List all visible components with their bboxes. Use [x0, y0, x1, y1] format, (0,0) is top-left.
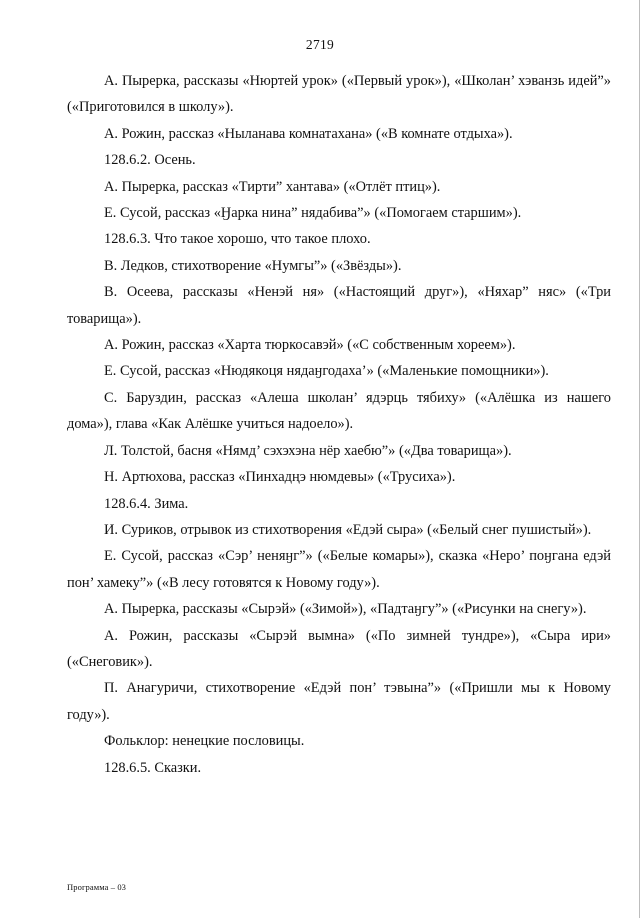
page-number: 2719: [305, 37, 335, 52]
paragraph: А. Пырерка, рассказ «Тирти” хантава» («Отлёт птиц»).: [104, 178, 441, 195]
paragraph: В. Осеева, рассказы «Ненэй ня» («Настоящий друг»), «Няхар” няс» («Три товарища»).: [67, 284, 611, 327]
paragraph: Н. Артюхова, рассказ «Пинхадңэ нюмдевы» («Трусиха»).: [104, 469, 456, 486]
section-heading: 128.6.2. Осень.: [104, 152, 196, 169]
section-heading: 128.6.3. Что такое хорошо, что такое плохо.: [104, 231, 371, 248]
paragraph: П. Анагуричи, стихотворение «Едэй пон’ тэвына”» («Пришли мы к Новому году»).: [67, 680, 611, 723]
paragraph: И. Суриков, отрывок из стихотворения «Едэй сыра» («Белый снег пушистый»).: [104, 521, 592, 538]
paragraph: А. Рожин, рассказ «Ныланава комнатахана» («В комнате отдыха»).: [104, 125, 513, 142]
paragraph: А. Рожин, рассказ «Харта тюркосавэй» («С собственным хореем»).: [104, 337, 516, 354]
paragraph: В. Ледков, стихотворение «Нумгы”» («Звёзды»).: [104, 257, 402, 274]
paragraph: А. Рожин, рассказы «Сырэй вымна» («По зимней тундре»), «Сыра ири» («Снеговик»).: [67, 627, 611, 670]
paragraph: Л. Толстой, басня «Нямд’ сэхэхэна нёр хаебю”» («Два товарища»).: [104, 442, 512, 459]
paragraph: С. Баруздин, рассказ «Алеша школан’ ядэрць тябиху» («Алёшка из нашего дома»), глава «Как Алёшке учиться надоело»).: [67, 389, 611, 433]
section-heading: 128.6.4. Зима.: [104, 495, 189, 512]
paragraph: Фольклор: ненецкие пословицы.: [104, 733, 305, 750]
paragraph: Е. Сусой, рассказ «Сэр’ неняӈг”» («Белые комары»), сказка «Неро’ поӈгана едэй пон’ хамеку”» («В лесу готовятся к Новому году»).: [67, 548, 611, 591]
paragraph: А. Пырерка, рассказы «Нюртей урок» («Первый урок»), «Школан’ хэванзь идей”» («Приготовился в школу»).: [67, 73, 611, 116]
section-heading: 128.6.5. Сказки.: [104, 759, 202, 776]
paragraph: Е. Сусой, рассказ «Ӈарка нина” нядабива”» («Помогаем старшим»).: [104, 205, 522, 222]
document-body: [67, 68, 611, 781]
footer-label: Программа – 03: [67, 882, 127, 892]
paragraph: Е. Сусой, рассказ «Нюдякоця нядаӈгодаха’» («Маленькие помощники»).: [104, 363, 549, 380]
paragraph: А. Пырерка, рассказы «Сырэй» («Зимой»), «Падтаӈгу”» («Рисунки на снегу»).: [104, 601, 587, 618]
